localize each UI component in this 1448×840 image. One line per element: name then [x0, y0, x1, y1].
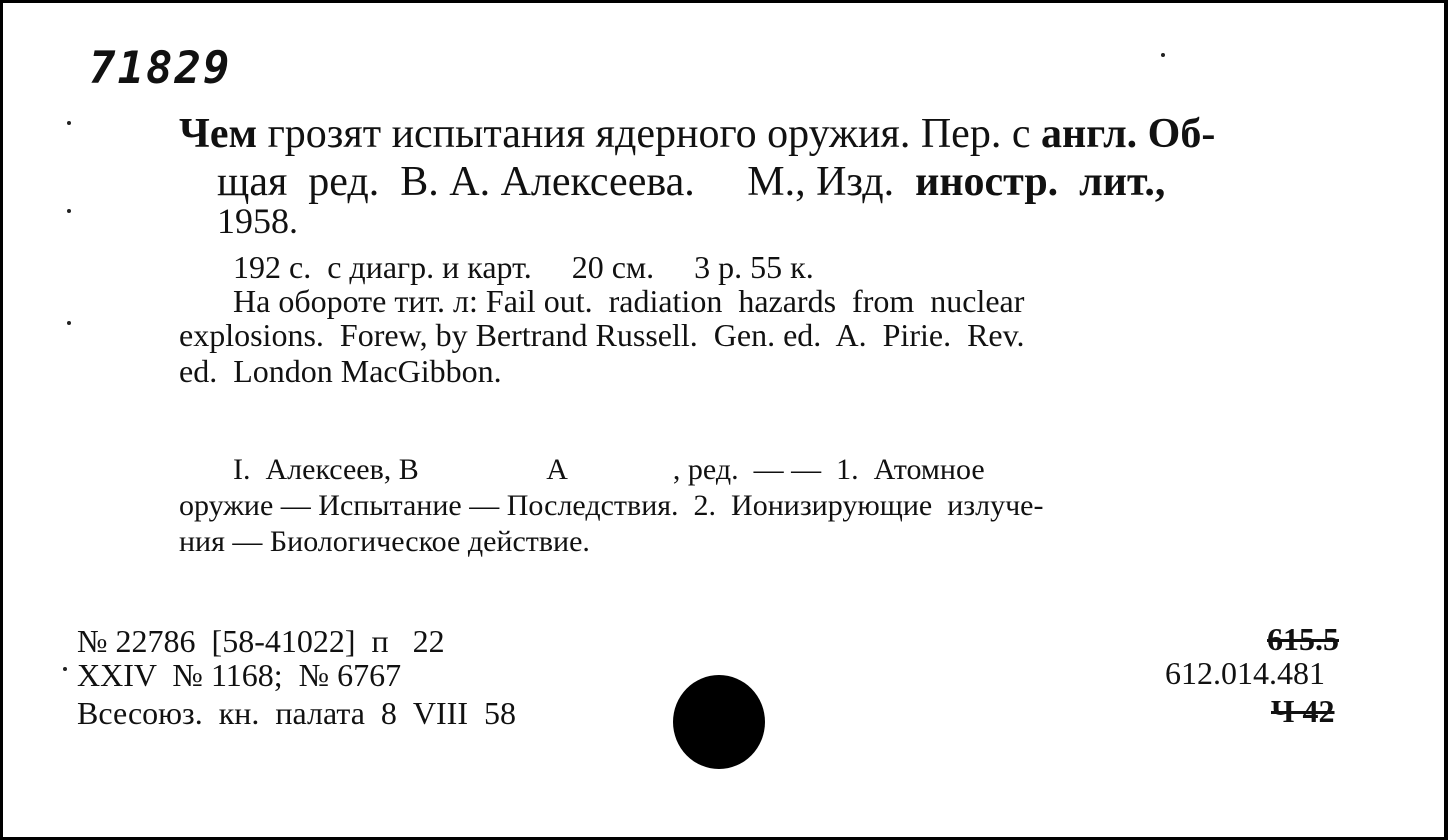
- tracing-line-3: ния — Биологическое действие.: [179, 525, 590, 558]
- note-line-2: explosions. Forew, by Bertrand Russell. Gen. ed. A. Pirie. Rev.: [179, 317, 1025, 353]
- registration-line-3: Всесоюз. кн. палата 8 VIII 58: [77, 695, 516, 731]
- tracing-line-2: оружие — Испытание — Последствия. 2. Ионизирующие излуче-: [179, 489, 1044, 522]
- dust-speck: [63, 667, 67, 671]
- handwritten-number: 71829: [89, 43, 232, 94]
- title-line-2: [217, 161, 1165, 203]
- dust-speck: [1161, 53, 1165, 57]
- registration-line-2: XXIV № 1168; № 6767: [77, 657, 402, 693]
- class-number-struck: 615.5: [1267, 621, 1339, 657]
- title-line-2-text: щая ред. В. А. Алексеева. М., Изд.: [217, 159, 916, 205]
- dust-speck: [67, 321, 71, 325]
- dust-speck: [67, 121, 71, 125]
- title-bold-end: англ. Об-: [1040, 111, 1216, 157]
- title-line-3: 1958.: [217, 201, 298, 241]
- registration-line-1: № 22786 [58-41022] п 22: [77, 623, 445, 659]
- publisher-bold: иностр. лит.,: [915, 159, 1166, 205]
- class-number: 612.014.481: [1165, 655, 1325, 691]
- note-line-3: ed. London MacGibbon.: [179, 353, 502, 389]
- title-bold-word: Чем: [179, 111, 258, 157]
- dust-speck: [67, 209, 71, 213]
- tracing-line-1: I. Алексеев, В А , ред. — — 1. Атомное: [233, 453, 985, 486]
- punch-hole: [673, 675, 765, 769]
- title-text: грозят испытания ядерного оружия. Пер. с: [257, 111, 1041, 157]
- title-line-1: [179, 113, 1215, 155]
- author-mark-struck: Ч 42: [1271, 693, 1335, 729]
- collation: 192 с. с диагр. и карт. 20 см. 3 р. 55 к.: [233, 249, 814, 285]
- note-line-1: На обороте тит. л: Fail out. radiation hazards from nuclear: [233, 283, 1025, 319]
